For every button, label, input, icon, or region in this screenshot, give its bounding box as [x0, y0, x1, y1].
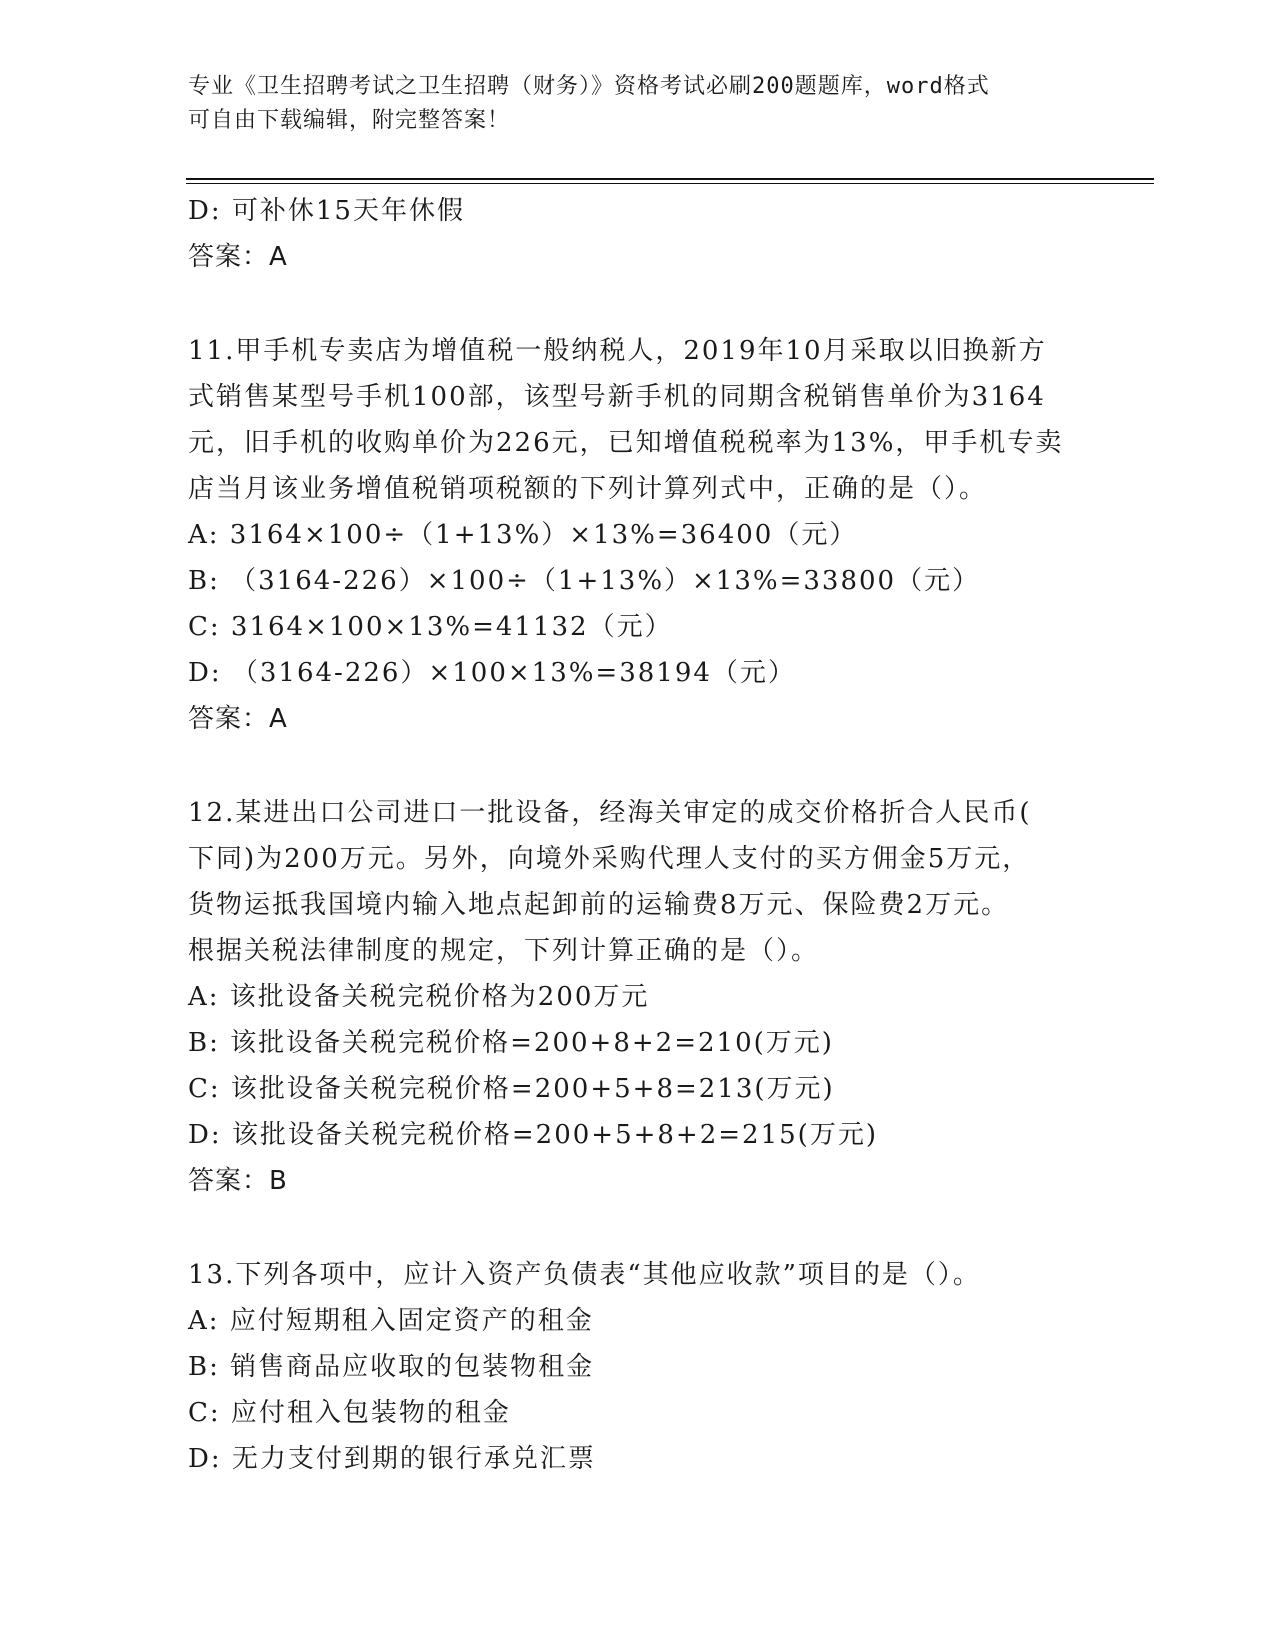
question-12: [188, 790, 1088, 1204]
question-stem-line: 元，旧手机的收购单价为226元，已知增值税税率为13%，甲手机专卖: [188, 428, 1064, 458]
option-a: A: 该批设备关税完税价格为200万元: [188, 982, 650, 1012]
question-10-tail: [188, 188, 1088, 280]
question-stem-line: 下同)为200万元。另外，向境外采购代理人支付的买方佣金5万元，: [188, 844, 1031, 874]
option-c: C: 该批设备关税完税价格=200+5+8=213(万元): [188, 1074, 835, 1104]
header-line-2: 可自由下载编辑，附完整答案！: [188, 108, 511, 133]
question-stem-line: 11.甲手机专卖店为增值税一般纳税人，2019年10月采取以旧换新方: [188, 336, 1047, 366]
option-b: B: 销售商品应收取的包装物租金: [188, 1352, 595, 1382]
header-line-1: 专业《卫生招聘考试之卫生招聘（财务）》资格考试必刷200题题库，word格式: [188, 74, 990, 99]
option-d: D: （3164-226）×100×13%=38194（元）: [188, 658, 796, 688]
question-stem-line: 13.下列各项中，应计入资产负债表“其他应收款”项目的是（）。: [188, 1260, 981, 1290]
option-d: D: 该批设备关税完税价格=200+5+8+2=215(万元): [188, 1120, 878, 1150]
question-stem-line: 根据关税法律制度的规定，下列计算正确的是（）。: [188, 936, 820, 966]
document-body: [188, 188, 1088, 1482]
question-11: [188, 328, 1088, 742]
option-b: B: 该批设备关税完税价格=200+8+2=210(万元): [188, 1028, 834, 1058]
question-stem-line: 12.某进出口公司进口一批设备，经海关审定的成交价格折合人民币(: [188, 798, 1032, 828]
question-stem-line: 货物运抵我国境内输入地点起卸前的运输费8万元、保险费2万元。: [188, 890, 1010, 920]
answer-label: 答案：B: [188, 1166, 288, 1196]
answer-label: 答案：A: [188, 704, 288, 734]
document-header: [188, 70, 1088, 138]
question-13: [188, 1252, 1088, 1482]
option-a: A: 应付短期租入固定资产的租金: [188, 1306, 594, 1336]
header-divider-thin: [186, 183, 1154, 184]
option-b: B: （3164-226）×100÷（1+13%）×13%=33800（元）: [188, 566, 981, 596]
option-d: D: 无力支付到期的银行承兑汇票: [188, 1444, 596, 1474]
answer-label: 答案：A: [188, 242, 288, 272]
option-d: D: 可补休15天年休假: [188, 196, 465, 226]
option-c: C: 3164×100×13%=41132（元）: [188, 612, 673, 642]
question-stem-line: 店当月该业务增值税销项税额的下列计算列式中，正确的是（）。: [188, 474, 988, 504]
option-c: C: 应付租入包装物的租金: [188, 1398, 511, 1428]
option-a: A: 3164×100÷（1+13%）×13%=36400（元）: [188, 520, 858, 550]
question-stem-line: 式销售某型号手机100部，该型号新手机的同期含税销售单价为3164: [188, 382, 1046, 412]
header-divider-thick: [186, 178, 1154, 180]
